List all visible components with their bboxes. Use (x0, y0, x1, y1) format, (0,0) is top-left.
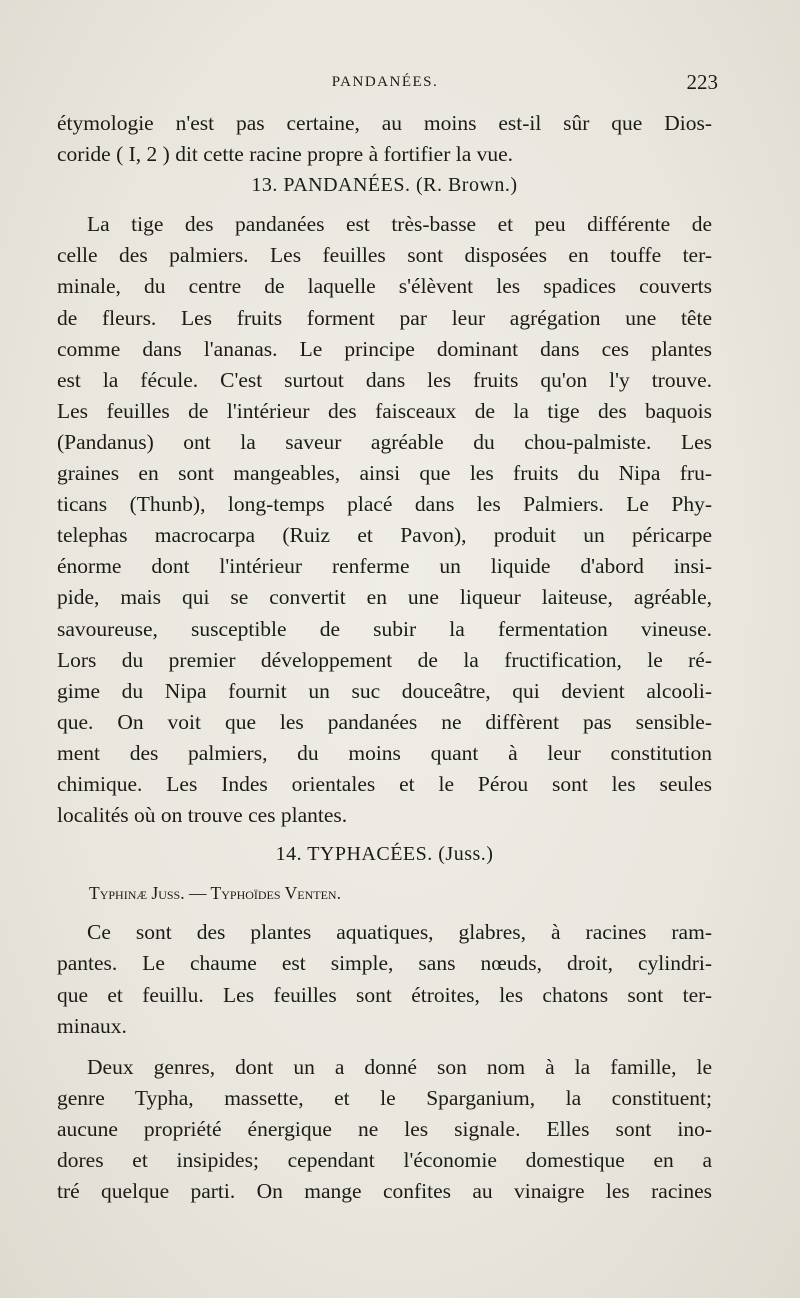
page-number: 223 (686, 70, 718, 94)
text-line: Les feuilles de l'intérieur des faisceaux de la tige des baquois (57, 398, 712, 423)
text-line: savoureuse, susceptible de subir la fermentation vineuse. (57, 616, 712, 641)
text-line: tré quelque parti. On mange confites au vinaigre les racines (57, 1179, 712, 1204)
text-line: de fleurs. Les fruits forment par leur agrégation une tête (57, 305, 712, 330)
section-heading: 13. PANDANÉES. (R. Brown.) (251, 174, 518, 197)
text-line: Lors du premier développement de la fructification, le ré- (57, 647, 712, 672)
text-line: La tige des pandanées est très-basse et peu différente de (87, 212, 712, 237)
text-line: gime du Nipa fournit un suc douceâtre, qui devient alcooli- (57, 678, 712, 703)
text-line: telephas macrocarpa (Ruiz et Pavon), produit un péricarpe (57, 523, 712, 548)
page-header (60, 70, 718, 94)
text-line: chimique. Les Indes orientales et le Pérou sont les seules (57, 771, 712, 796)
text-line: graines en sont mangeables, ainsi que les fruits du Nipa fru- (57, 461, 712, 486)
text-line: dores et insipides; cependant l'économie domestique en a (57, 1148, 712, 1172)
text-line: pantes. Le chaume est simple, sans nœuds, droit, cylindri- (57, 951, 712, 976)
text-line: Deux genres, dont un a donné son nom à la famille, le (87, 1054, 712, 1079)
text-line: minale, du centre de laquelle s'élèvent les spadices couverts (57, 274, 712, 299)
synonyms-line: Typhinæ Juss. — Typhoïdes Venten. (89, 883, 341, 904)
text-line: minaux. (57, 1013, 127, 1038)
text-line: localités où on trouve ces plantes. (57, 803, 348, 828)
text-line: (Pandanus) ont la saveur agréable du chou-palmiste. Les (57, 429, 712, 454)
text-line: genre Typha, massette, et le Sparganium, la constituent; (57, 1085, 712, 1110)
body-text (57, 108, 712, 1207)
text-line: pide, mais qui se convertit en une liqueur laiteuse, agréable, (57, 585, 712, 610)
text-line: ticans (Thunb), long-temps placé dans les Palmiers. Le Phy- (57, 492, 712, 517)
section-heading: 14. TYPHACÉES. (Juss.) (275, 843, 494, 866)
text-line: celle des palmiers. Les feuilles sont disposées en touffe ter- (57, 243, 712, 268)
running-head: PANDANÉES. (331, 74, 439, 90)
text-line: que et feuillu. Les feuilles sont étroites, les chatons sont ter- (57, 982, 712, 1007)
text-line: coride ( I, 2 ) dit cette racine propre à fortifier la vue. (57, 142, 514, 167)
text-line: étymologie n'est pas certaine, au moins est-il sûr que Dios- (57, 111, 712, 135)
text-line: énorme dont l'intérieur renferme un liquide d'abord insi- (57, 554, 712, 579)
text-line: Ce sont des plantes aquatiques, glabres, à racines ram- (87, 920, 712, 945)
text-line: aucune propriété énergique ne les signale. Elles sont ino- (57, 1116, 712, 1141)
text-line: que. On voit que les pandanées ne diffèrent pas sensible- (57, 709, 712, 734)
text-line: ment des palmiers, du moins quant à leur constitution (57, 740, 712, 765)
text-line: est la fécule. C'est surtout dans les fruits qu'on l'y trouve. (57, 367, 712, 392)
text-line: comme dans l'ananas. Le principe dominant dans ces plantes (57, 336, 712, 361)
